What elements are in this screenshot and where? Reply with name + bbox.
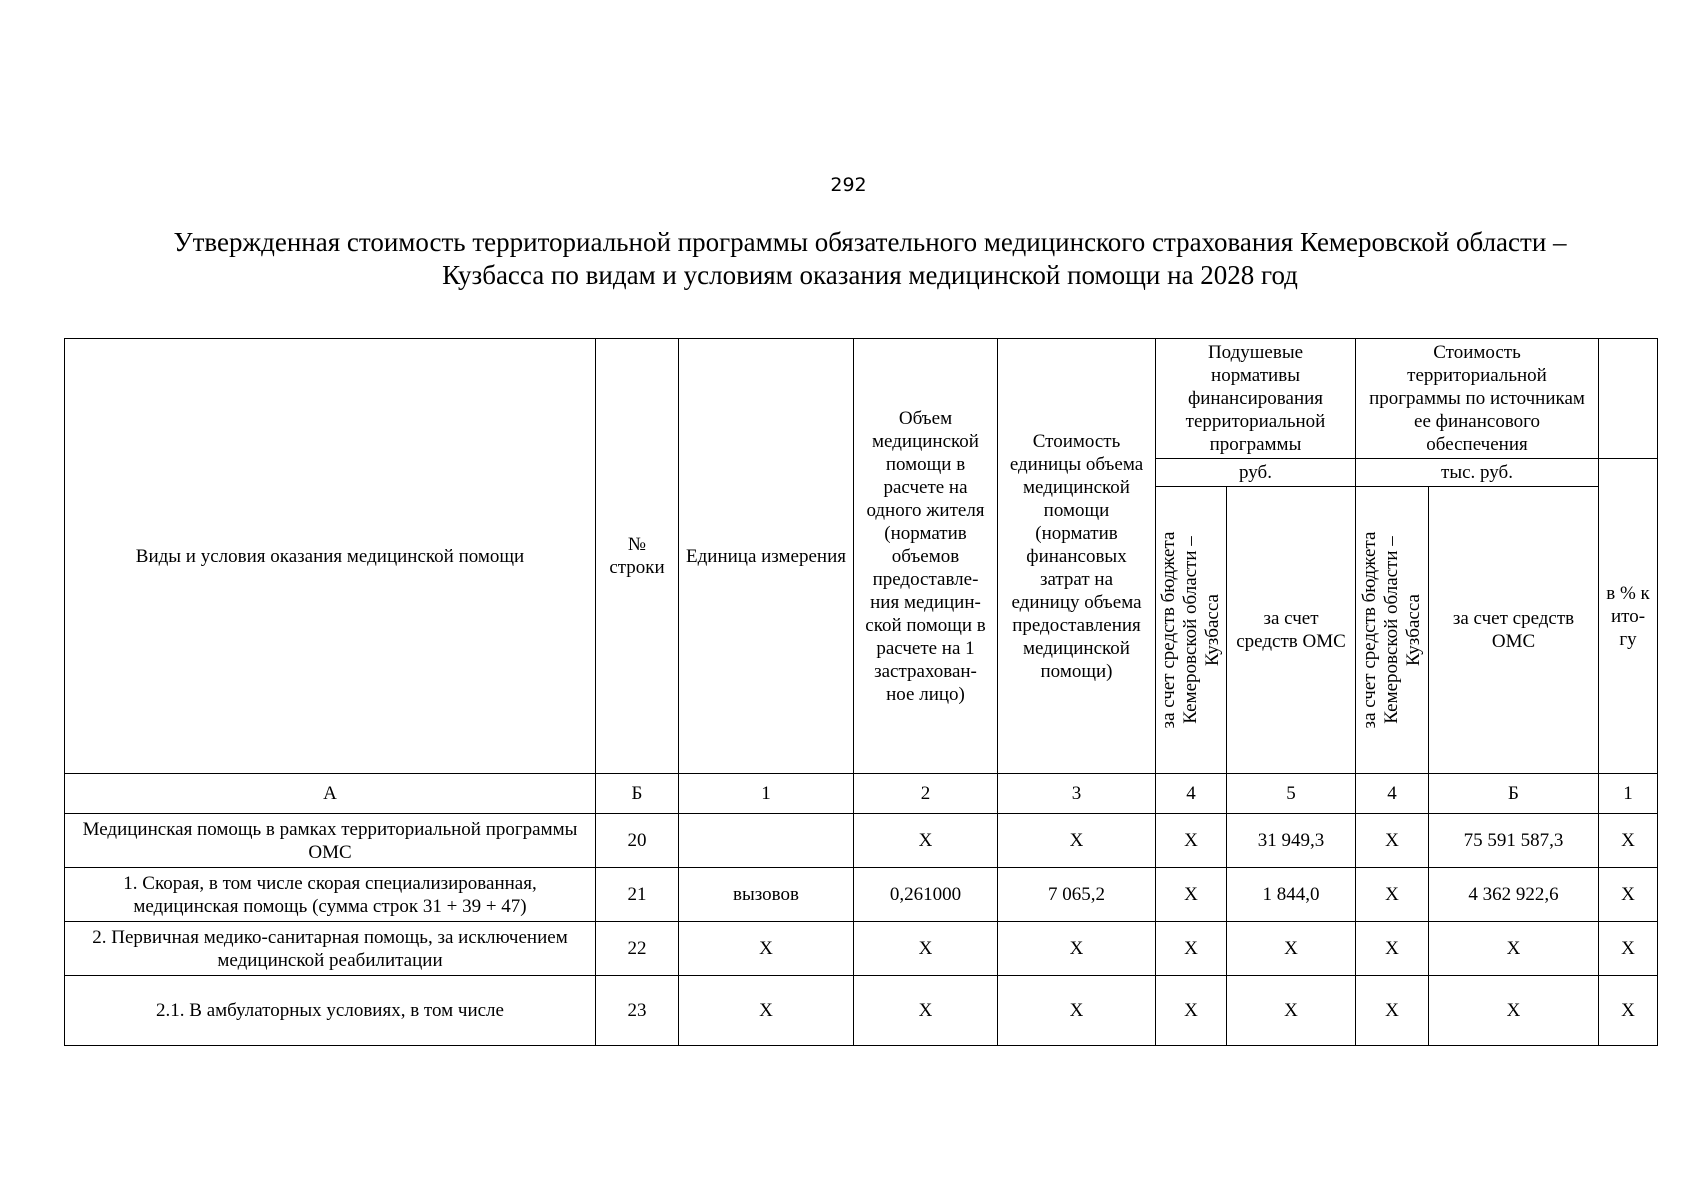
header-volume: Объем медицинской помощи в расчете на одного жителя (норматив объемов предоставле-ния медицин-ской помощи в расчете на 1 застрахован-ное лицо) [854, 339, 998, 774]
row-tp-oms: X [1429, 922, 1599, 976]
cost-table [64, 338, 1658, 1046]
col-index: 4 [1156, 774, 1227, 814]
row-name: 1. Скорая, в том числе скорая специализированная, медицинская помощь (сумма строк 31 + 39 + 47) [65, 868, 596, 922]
header-program-cost: Стоимость территориальной программы по источникам ее финансового обеспечения [1356, 339, 1599, 459]
col-index: А [65, 774, 596, 814]
table-row [65, 976, 1658, 1046]
row-volume: X [854, 922, 998, 976]
row-unit [679, 814, 854, 868]
row-pc-budget: X [1156, 868, 1227, 922]
header-unit: Единица измерения [679, 339, 854, 774]
col-index: 2 [854, 774, 998, 814]
row-name: 2.1. В амбулаторных условиях, в том числе [65, 976, 596, 1046]
row-tp-budget: X [1356, 976, 1429, 1046]
row-tp-oms: X [1429, 976, 1599, 1046]
row-tp-oms: 75 591 587,3 [1429, 814, 1599, 868]
header-row-1 [65, 339, 1658, 459]
header-blank [1599, 339, 1658, 459]
col-index: Б [1429, 774, 1599, 814]
row-cost: X [998, 976, 1156, 1046]
row-tp-budget: X [1356, 868, 1429, 922]
col-index: 1 [679, 774, 854, 814]
page-number: 292 [830, 174, 867, 196]
header-budget2-cell [1356, 487, 1429, 774]
row-number: 22 [596, 922, 679, 976]
table-row [65, 814, 1658, 868]
header-per-capita-unit: руб. [1156, 459, 1356, 487]
col-index: 3 [998, 774, 1156, 814]
header-percent: в % к ито-гу [1599, 459, 1658, 774]
row-name: 2. Первичная медико-санитарная помощь, за исключением медицинской реабилитации [65, 922, 596, 976]
header-row-number: № строки [596, 339, 679, 774]
row-pc-budget: X [1156, 922, 1227, 976]
table-row [65, 922, 1658, 976]
row-pc-budget: X [1156, 976, 1227, 1046]
header-budget: за счет средств бюджета Кемеровской области – Кузбасса [1158, 531, 1223, 729]
row-volume: X [854, 976, 998, 1046]
row-tp-oms: 4 362 922,6 [1429, 868, 1599, 922]
row-volume: 0,261000 [854, 868, 998, 922]
row-volume: X [854, 814, 998, 868]
header-budget-cell [1156, 487, 1227, 774]
row-unit: X [679, 976, 854, 1046]
row-unit: X [679, 922, 854, 976]
row-tp-budget: X [1356, 922, 1429, 976]
row-pc-oms: X [1227, 976, 1356, 1046]
document-title: Утвержденная стоимость территориальной программы обязательного медицинского страхования Кемеровской области – Кузбасса по видам и условиям оказания медицинской помощи на 2028 год [173, 227, 1567, 290]
col-index: 1 [1599, 774, 1658, 814]
row-cost: 7 065,2 [998, 868, 1156, 922]
row-percent: X [1599, 922, 1658, 976]
row-percent: X [1599, 814, 1658, 868]
row-pc-budget: X [1156, 814, 1227, 868]
header-per-capita: Подушевые нормативы финансирования территориальной программы [1156, 339, 1356, 459]
header-cost: Стоимость единицы объема медицинской помощи (норматив финансовых затрат на единицу объема предоставления медицинской помощи) [998, 339, 1156, 774]
row-percent: X [1599, 976, 1658, 1046]
row-pc-oms: 1 844,0 [1227, 868, 1356, 922]
col-index: 5 [1227, 774, 1356, 814]
row-name: Медицинская помощь в рамках территориальной программы ОМС [65, 814, 596, 868]
header-oms: за счет средств ОМС [1227, 487, 1356, 774]
row-pc-oms: 31 949,3 [1227, 814, 1356, 868]
header-budget-2: за счет средств бюджета Кемеровской области – Кузбасса [1359, 531, 1424, 729]
row-number: 21 [596, 868, 679, 922]
row-cost: X [998, 922, 1156, 976]
row-number: 23 [596, 976, 679, 1046]
col-index: Б [596, 774, 679, 814]
table-row [65, 868, 1658, 922]
row-tp-budget: X [1356, 814, 1429, 868]
row-number: 20 [596, 814, 679, 868]
column-index-row [65, 774, 1658, 814]
col-index: 4 [1356, 774, 1429, 814]
header-kinds: Виды и условия оказания медицинской помощи [65, 339, 596, 774]
row-percent: X [1599, 868, 1658, 922]
row-unit: вызовов [679, 868, 854, 922]
row-cost: X [998, 814, 1156, 868]
row-pc-oms: X [1227, 922, 1356, 976]
header-oms-2: за счет средств ОМС [1429, 487, 1599, 774]
header-program-cost-unit: тыс. руб. [1356, 459, 1599, 487]
